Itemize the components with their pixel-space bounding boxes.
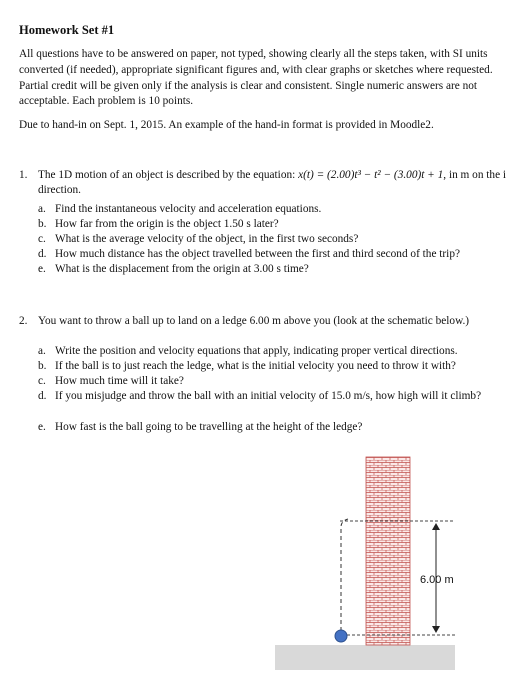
question-number: 2. (19, 315, 28, 327)
due-date-paragraph: Due to hand-in on Sept. 1, 2015. An example of the hand-in format is provided in Moodle2. (19, 119, 434, 131)
subquestion-letter: d. (38, 248, 47, 260)
subquestion-text: Find the instantaneous velocity and acceleration equations. (55, 203, 322, 215)
subquestion-letter: a. (38, 203, 46, 215)
subquestion-text: What is the displacement from the origin at 3.00 s time? (55, 263, 309, 275)
question-text (38, 168, 508, 198)
subquestion-letter: e. (38, 263, 46, 275)
instructions-paragraph: All questions have to be answered on paper, not typed, showing clearly all the steps taken, with SI units converted (if needed), appropriate significant figures and, with clear graphs or sketches where requested. Partial credit will be given only if the analysis is clear and consistent. Single numeric answers are not acceptable. Each problem is 10 points. (19, 48, 493, 108)
arrow-head-bottom (432, 626, 440, 633)
ledge-schematic (270, 455, 460, 675)
question-number: 1. (19, 169, 28, 181)
subquestion-text: How far from the origin is the object 1.50 s later? (55, 218, 279, 230)
subquestion-letter: b. (38, 218, 47, 230)
subquestion-text: How much time will it take? (55, 375, 184, 387)
question-1 (19, 168, 509, 288)
brick-wall (366, 457, 410, 645)
trajectory-line (341, 519, 348, 631)
subquestion-text: If the ball is to just reach the ledge, what is the initial velocity you need to throw it with? (55, 360, 456, 372)
subquestion-letter: c. (38, 233, 46, 245)
subquestion-letter: d. (38, 390, 47, 402)
subquestion-letter: b. (38, 360, 47, 372)
question-2 (19, 314, 509, 444)
question-text-before: The 1D motion of an object is described by the equation: (38, 169, 296, 181)
motion-equation: x(t) = (2.00)t³ − t² − (3.00)t + 1 (298, 169, 444, 181)
subquestion-letter: c. (38, 375, 46, 387)
ground (275, 645, 455, 670)
arrow-head-top (432, 523, 440, 530)
subquestion-text: How fast is the ball going to be travelling at the height of the ledge? (55, 421, 363, 433)
question-text-after: , in m on the i direction. (38, 169, 507, 197)
page-title: Homework Set #1 (19, 23, 115, 37)
height-label: 6.00 m (420, 574, 454, 586)
ball (335, 630, 347, 642)
subquestion-text: Write the position and velocity equations that apply, indicating proper vertical directions. (55, 345, 458, 357)
subquestion-text: If you misjudge and throw the ball with an initial velocity of 15.0 m/s, how high will it climb? (55, 390, 482, 402)
subquestion-text: What is the average velocity of the object, in the first two seconds? (55, 233, 359, 245)
subquestion-text: How much distance has the object travelled between the first and third second of the trip? (55, 248, 460, 260)
question-text: You want to throw a ball up to land on a ledge 6.00 m above you (look at the schematic below.) (38, 315, 470, 327)
subquestion-letter: a. (38, 345, 46, 357)
subquestion-letter: e. (38, 421, 46, 433)
